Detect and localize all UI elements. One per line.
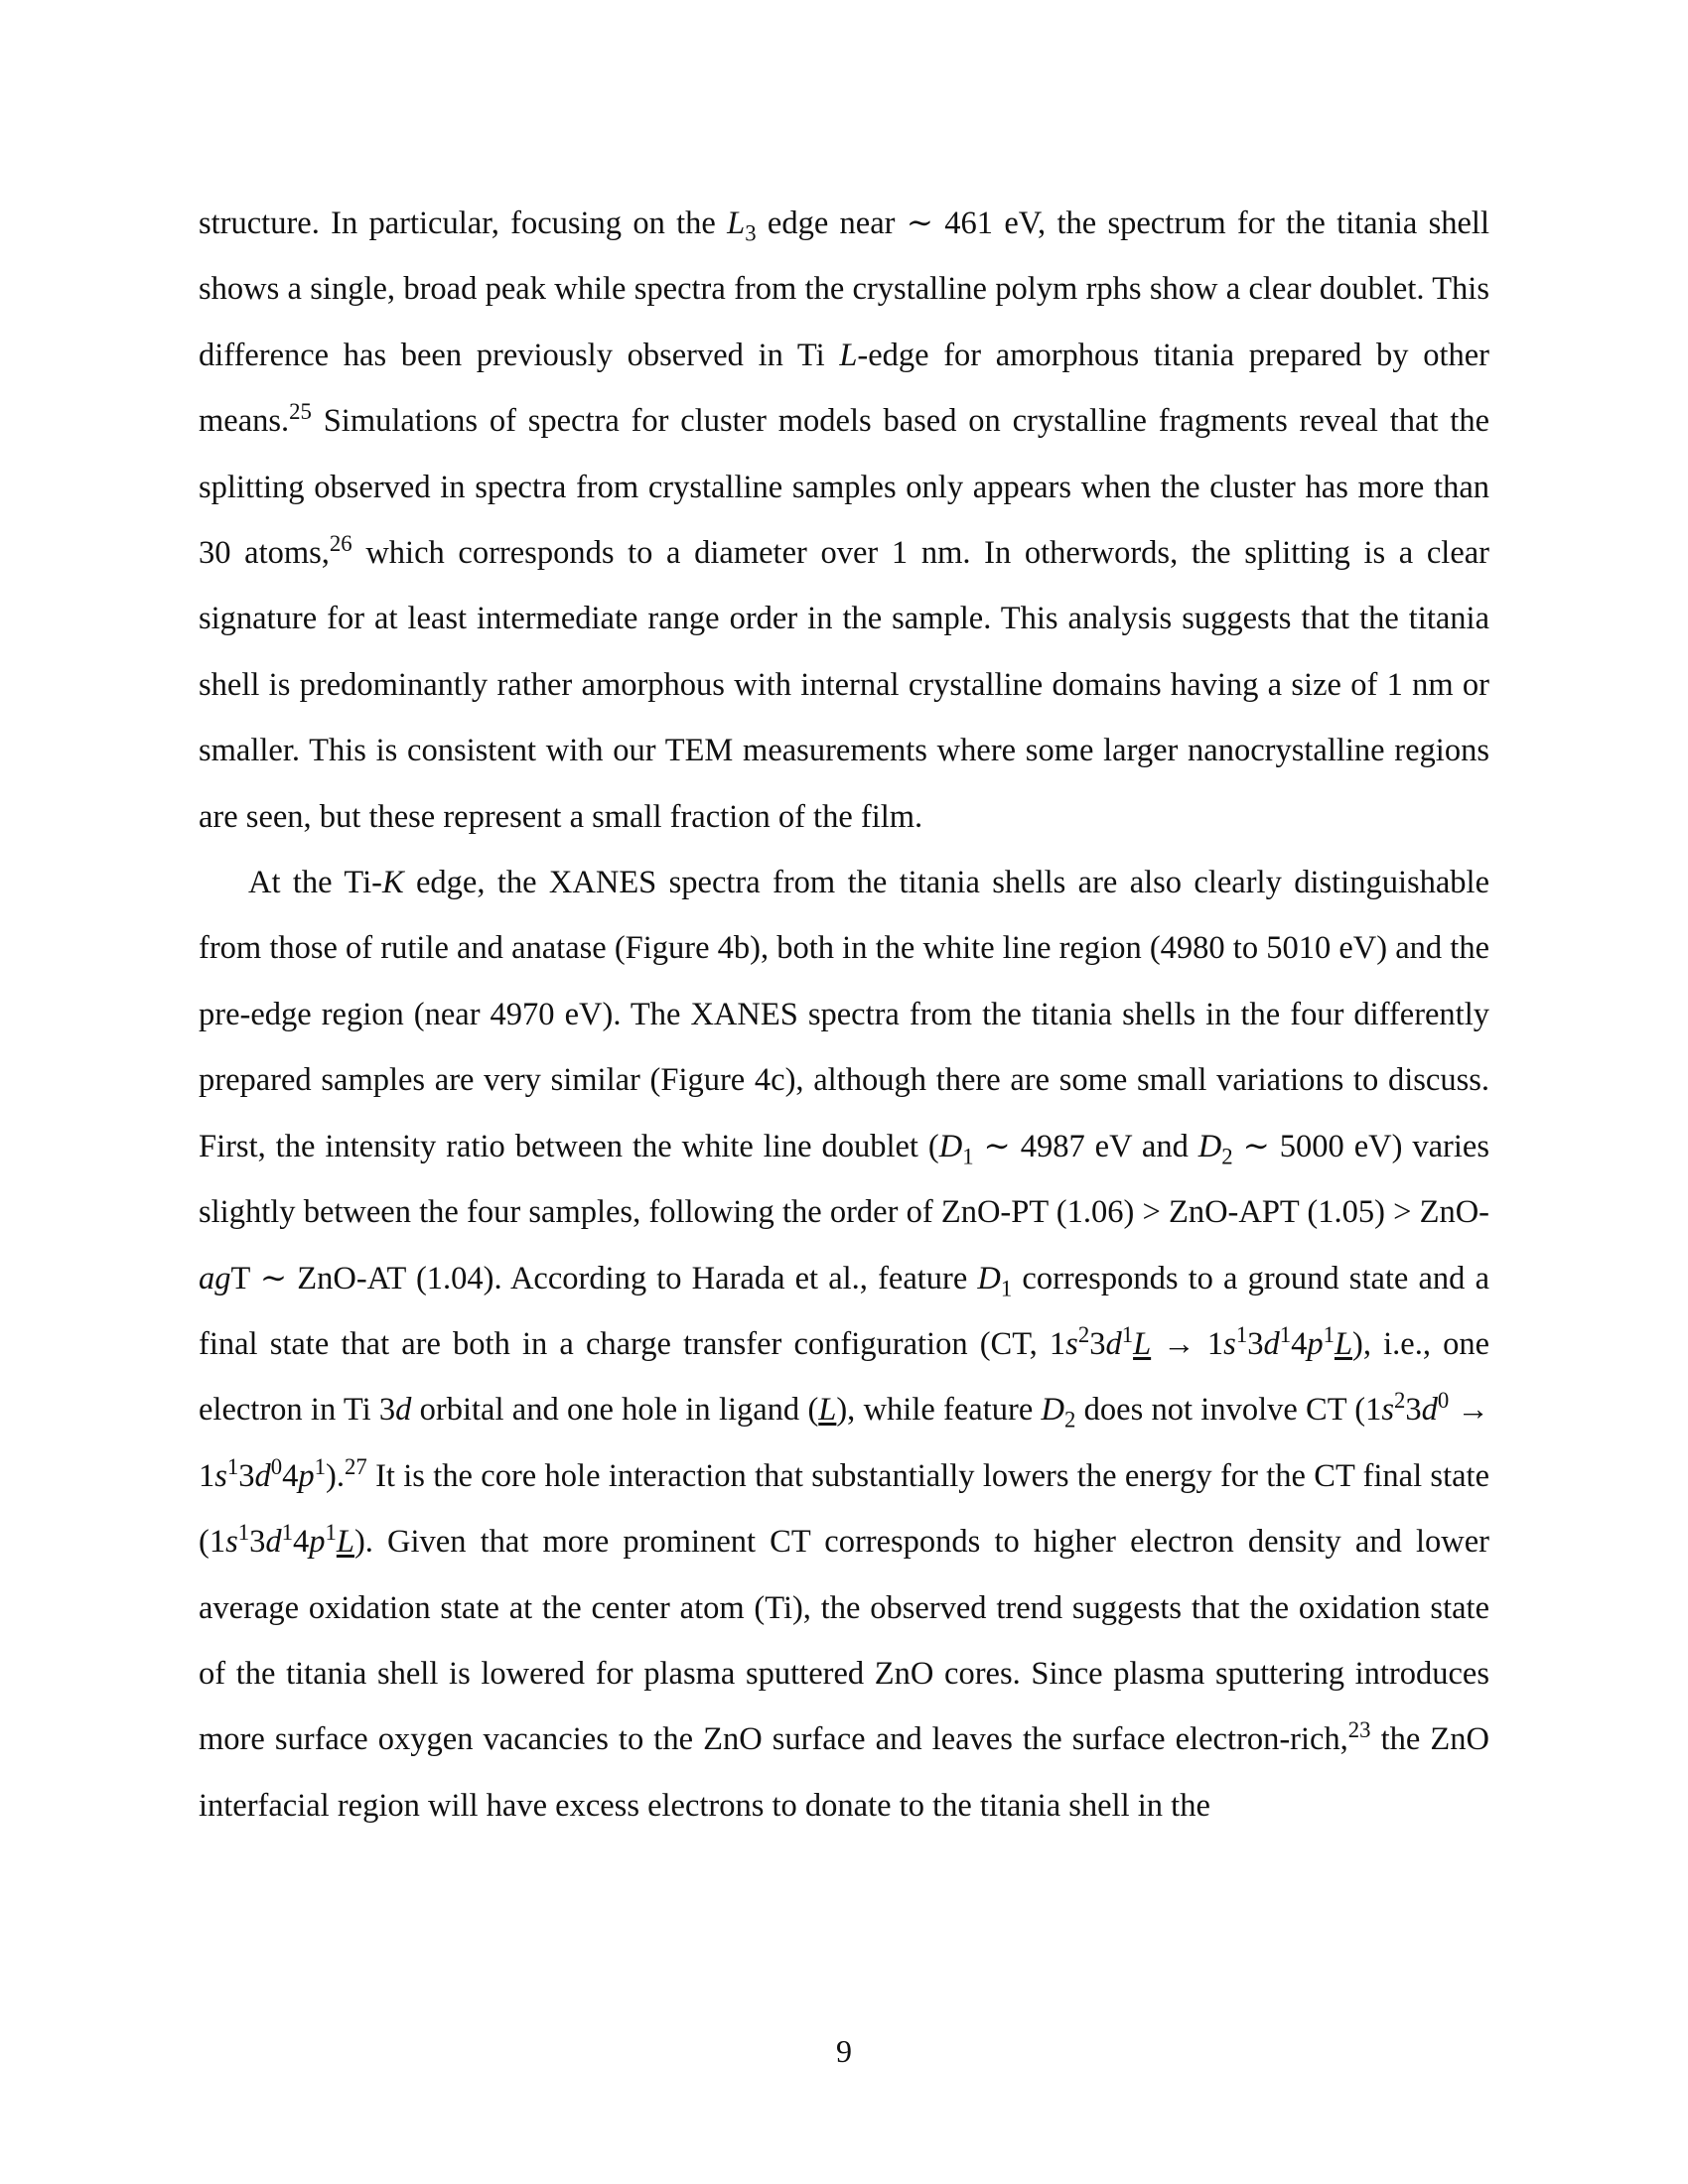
citation-26: 26 bbox=[329, 531, 352, 557]
page-number: 9 bbox=[836, 2033, 852, 2069]
citation-25: 25 bbox=[289, 399, 312, 425]
paper-page-body bbox=[199, 191, 1489, 1839]
paragraph-k-edge-discussion: At the Ti-K edge, the XANES spectra from the titania shells are also clearly distinguishable from those of rutile and anatase (Figure 4b), both in the white line region (4980 to 5010 eV) and the pre-edge region (near 4970 eV). The XANES spectra from the titania shells in the four differently prepared samples are very similar (Figure 4c), although there are some small variations to discuss. First, the intensity ratio between the white line doublet ($D_1$ ∼ 4987 eV and $D_2$ ∼ 5000 eV) varies slightly between the four samples, following the order of ZnO-PT (1.06) > ZnO-APT (1.05) > ZnO-agT ∼ ZnO-AT (1.04). According to Harada et al., feature $D_1$ corresponds to a ground state and a final state that are both in a charge transfer configuration (CT, $1s^23d^1L \to 1s^13d^14p^1L$), i.e., one electron in Ti 3d orbital and one hole in ligand (L), while feature $D_2$ does not involve CT $(1s^23d^0 \to 1s^13d^04p^1).^{27}$ It is the core hole interaction that substantially lowers the energy for the CT final state $(1s^13d^14p^1L)$. Given that more prominent CT corresponds to higher electron density and lower average oxidation state at the center atom (Ti), the observed trend suggests that the oxidation state of the titania shell is lowered for plasma sputtered ZnO cores. Since plasma sputtering introduces more surface oxygen vacancies to the ZnO surface and leaves the surface electron-rich,$^{23}$ the ZnO interfacial region will have excess electrons to donate to the titania shell in the bbox=[199, 865, 1490, 1824]
citation-27: 27 bbox=[344, 1453, 367, 1479]
citation-23: 23 bbox=[1347, 1717, 1371, 1743]
paragraph-l-edge-discussion: structure. In particular, focusing on the $L_3$ edge near ∼ 461 eV, the spectrum for the titania shell shows a single, broad peak while spectra from the crystalline polym rphs show a clear doublet. This difference has been previously observed in Ti L-edge for amorphous titania prepared by other means.$^{25}$ Simulations of spectra for cluster models based on crystalline fragments reveal that the splitting observed in spectra from crystalline samples only appears when the cluster has more than 30 atoms,$^{26}$ which corresponds to a diameter over 1 nm. In otherwords, the splitting is a clear signature for at least intermediate range order in the sample. This analysis suggests that the titania shell is predominantly rather amorphous with internal crystalline domains having a size of 1 nm or smaller. This is consistent with our TEM measurements where some larger nanocrystalline regions are seen, but these represent a small fraction of the film. bbox=[199, 205, 1489, 835]
